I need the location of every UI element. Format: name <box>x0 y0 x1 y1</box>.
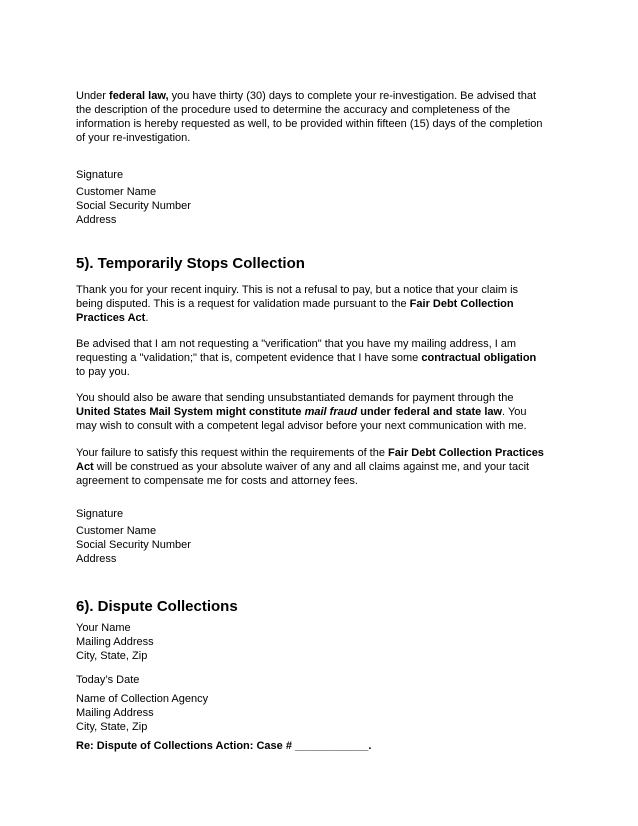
text: Your failure to satisfy this request within the requirements of the <box>76 447 389 459</box>
section-5-paragraph-3 <box>76 391 576 433</box>
customer-name: Customer Name <box>76 525 157 537</box>
customer-name: Customer Name <box>76 186 157 198</box>
text-line: agreement to compensate me for costs and attorney fees. <box>76 475 358 487</box>
text: . <box>145 312 149 324</box>
section-5-paragraph-2 <box>76 337 576 379</box>
sender-address-block <box>76 621 576 663</box>
bold-text: Act <box>76 461 94 473</box>
text-line: to pay you. <box>76 366 130 378</box>
text-line: the description of the procedure used to determine the accuracy and completeness of the <box>76 104 511 116</box>
todays-date: Today’s Date <box>76 674 140 686</box>
signature-label: Signature <box>76 169 124 181</box>
collection-agency-name: Name of Collection Agency <box>76 693 209 705</box>
text: requesting a "validation;" that is, competent evidence that I have some <box>76 352 422 364</box>
section-5-paragraph-4 <box>76 446 576 488</box>
text-line: You should also be aware that sending unsubstantiated demands for payment through the <box>76 392 514 404</box>
intro-paragraph <box>76 89 576 145</box>
text-line: may wish to consult with a competent legal advisor before your next communication with me. <box>76 420 527 432</box>
bold-text: Practices Act <box>76 312 146 324</box>
your-name: Your Name <box>76 622 131 634</box>
mailing-address: Mailing Address <box>76 636 154 648</box>
bold-text: Fair Debt Collection Practices <box>388 447 544 459</box>
address: Address <box>76 553 117 565</box>
city-state-zip: City, State, Zip <box>76 721 148 733</box>
social-security-number: Social Security Number <box>76 539 191 551</box>
signature-block <box>76 524 576 566</box>
bold-text: under federal and state law <box>357 406 503 418</box>
bold-text: contractual obligation <box>421 352 537 364</box>
bold-text: Re: Dispute of Collections Action: Case # ____________. <box>76 740 372 752</box>
text: will be construed as your absolute waiver of any and all claims against me, and your tacit <box>93 461 530 473</box>
text: . You <box>502 406 527 418</box>
bold-italic-text: mail fraud <box>304 406 358 418</box>
bold-text: United States Mail System might constitute <box>76 406 305 418</box>
section-5-paragraph-1 <box>76 283 576 325</box>
address: Address <box>76 214 117 226</box>
bold-text: federal law, <box>109 90 169 102</box>
section-6-heading: 6). Dispute Collections <box>76 598 238 615</box>
city-state-zip: City, State, Zip <box>76 650 148 662</box>
text-line: information is hereby requested as well, to be provided within fifteen (15) days of the completion <box>76 118 543 130</box>
text: being disputed. This is a request for validation made pursuant to the <box>76 298 410 310</box>
section-5-heading: 5). Temporarily Stops Collection <box>76 255 305 272</box>
text-line: Thank you for your recent inquiry. This is not a refusal to pay, but a notice that your claim is <box>76 284 519 296</box>
signature-label: Signature <box>76 508 124 520</box>
signature-block <box>76 185 576 227</box>
bold-text: Fair Debt Collection <box>409 298 514 310</box>
mailing-address: Mailing Address <box>76 707 154 719</box>
text-line: Be advised that I am not requesting a "verification" that you have my mailing address, I am <box>76 338 517 350</box>
text: you have thirty (30) days to complete your re-investigation. Be advised that <box>168 90 537 102</box>
social-security-number: Social Security Number <box>76 200 191 212</box>
recipient-address-block <box>76 692 576 734</box>
text-line: of your re-investigation. <box>76 132 191 144</box>
re-line <box>76 739 576 753</box>
text: Under <box>76 90 110 102</box>
